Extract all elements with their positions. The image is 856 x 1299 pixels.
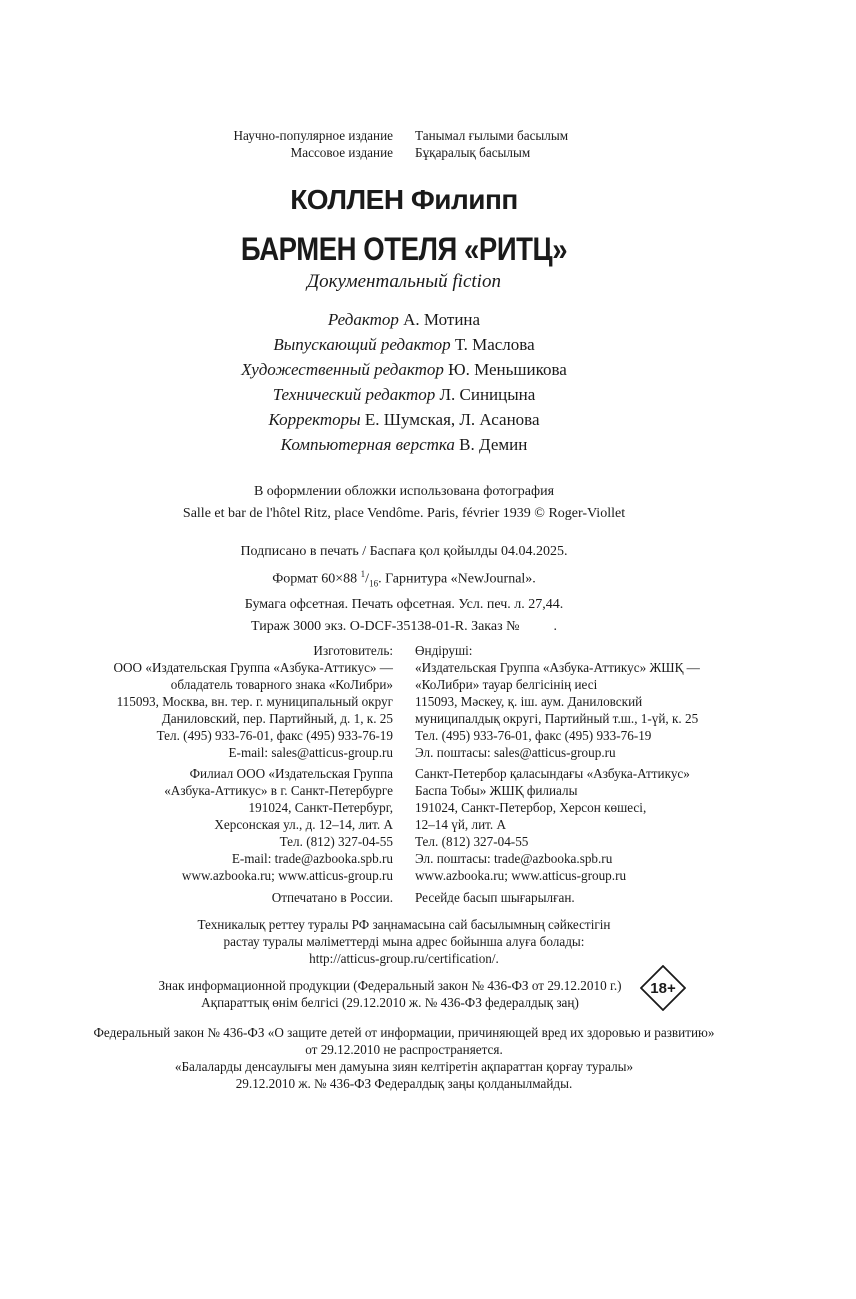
law-note-line: от 29.12.2010 не распространяется. [305,1042,503,1057]
edition-type-kz-2: Бұқаралық басылым [415,145,531,160]
producer-kz-line: «Издательская Группа «Азбука-Аттикус» ЖШҚ — [415,660,700,675]
cover-note-line: Salle et bar de l'hôtel Ritz, place Vendôme. Paris, février 1939 © Roger-Viollet [182,506,626,521]
tech-reg-line: Техникалық реттеу туралы РФ заңнамасына сай басылымның сәйкестігін [197,917,611,932]
producer-kz [415,642,755,761]
credit-line [150,307,658,332]
branch-ru-line: Тел. (812) 327-04-55 [279,834,393,849]
branch-kz-line: Эл. поштасы: trade@azbooka.spb.ru [415,851,613,866]
author: КОЛЛЕН Филипп [290,184,518,215]
producer-kz-line: 115093, Мәскеу, қ. іш. аум. Даниловский [415,694,643,709]
law-note-line: 29.12.2010 ж. № 436-ФЗ Федералдық заңы қолданылмайды. [235,1076,573,1091]
credit-name: Е. Шумская, Л. Асанова [364,410,540,429]
credits-block [150,307,658,457]
branch-kz-line: 12–14 үй, лит. А [415,817,507,832]
producer-kz-line: Эл. поштасы: sales@atticus-group.ru [415,745,616,760]
edition-type-ru-1: Научно-популярное издание [233,128,393,143]
credit-name: В. Демин [459,435,528,454]
law-note-line: Федеральный закон № 436-ФЗ «О защите детей от информации, причиняющей вред их здоровью и развитию» [93,1025,715,1040]
run-line: Тираж 3000 экз. O-DCF-35138-01-R. Заказ № . [251,619,557,635]
credit-name: Т. Маслова [454,335,535,354]
credit-name: Ю. Меньшикова [448,360,567,379]
credit-line [150,407,658,432]
format-suffix: . Гарнитура «NewJournal». [378,571,536,587]
credit-name: Л. Синицына [439,385,536,404]
certification-link[interactable]: http://atticus-group.ru/certification/. [309,951,499,966]
law-note-line: «Балаларды денсаулығы мен дамуына зиян келтiретiн ақпараттан қорғау туралы» [174,1059,634,1074]
branch-ru-line: E-mail: trade@azbooka.spb.ru [231,851,393,866]
paper-line: Бумага офсетная. Печать офсетная. Усл. печ. л. 27,44. [244,597,564,613]
producer-ru-line: 115093, Москва, вн. тер. г. муниципальный округ [116,694,393,709]
producer-ru-line: Изготовитель: [313,643,393,658]
format-slash: / [365,571,370,587]
book-title: БАРМЕН ОТЕЛЯ «РИТЦ» [240,231,568,267]
branch-kz-line: 191024, Санкт-Петербор, Херсон көшесі, [415,800,647,815]
branch-ru-line: Херсонская ул., д. 12–14, лит. А [214,817,393,832]
producer-ru-line: ООО «Издательская Группа «Азбука-Аттикус» — [113,660,393,675]
format-numerator: 1 [360,569,366,579]
producer-ru-line: Даниловский, пер. Партийный, д. 1, к. 25 [161,711,393,726]
credit-name: А. Мотина [403,310,481,329]
branch-ru-line: «Азбука-Аттикус» в г. Санкт-Петербурге [164,783,393,798]
edition-type-kz-1: Танымал ғылыми басылым [415,128,569,143]
credit-line [150,357,658,382]
branch-kz-line: Санкт-Петербор қаласындағы «Азбука-Аттикус» [415,766,690,781]
producer-ru-line: Тел. (495) 933-76-01, факс (495) 933-76-19 [156,728,393,743]
printed-in-russia-kz: Ресейде басып шығарылған. [415,890,575,905]
run-text: Тираж 3000 экз. O-DCF-35138-01-R. Заказ № [251,619,520,635]
cover-note [100,481,708,525]
law-note [28,1024,780,1092]
branch-ru-line: Филиал ООО «Издательская Группа [189,766,393,781]
branch-ru [90,765,393,867]
credit-line [150,432,658,457]
format-line [150,563,658,594]
branch-ru-line: 191024, Санкт-Петербург, [248,800,393,815]
producer-kz-line: «КоЛибри» тауар белгісінің иесі [415,677,598,692]
branch-kz-line: Тел. (812) 327-04-55 [415,834,529,849]
branch-kz-line: Баспа Тобы» ЖШҚ филиалы [415,783,578,798]
signed-to-print: Подписано в печать / Баспаға қол қойылды 04.04.2025. [240,544,568,559]
producer-ru [90,642,393,761]
credit-role: Корректоры [268,410,361,429]
producer-ru-line: обладатель товарного знака «КоЛибри» [170,677,393,692]
credit-role: Компьютерная верстка [280,435,455,454]
book-subtitle: Документальный fiction [307,271,501,292]
branch-kz [415,765,755,867]
print-info [150,541,658,638]
age-rating-label: 18+ [650,979,676,997]
tech-reg-line: растау туралы мәліметтерді мына адрес бойынша алуға болады: [223,934,585,949]
edition-type-ru-2: Массовое издание [290,145,393,160]
age-rating-badge [640,965,686,1011]
producer-kz-line: Өндіруші: [415,643,473,658]
credit-role: Технический редактор [272,385,436,404]
cover-note-line: В оформлении обложки использована фотография [253,484,555,499]
credit-line [150,332,658,357]
tech-regulation [100,916,708,967]
format-denominator: 16 [369,578,379,589]
websites-kz: www.azbooka.ru; www.atticus-group.ru [415,868,627,883]
producer-kz-line: муниципалдық округі, Партийный т.ш., 1-үй, к. 25 [415,711,699,726]
websites-ru: www.azbooka.ru; www.atticus-group.ru [181,868,393,883]
credit-line [150,382,658,407]
producer-ru-line: E-mail: sales@atticus-group.ru [228,745,393,760]
credit-role: Выпускающий редактор [273,335,451,354]
format-prefix: Формат 60×88 [272,571,361,587]
age-sign-text [140,977,640,1011]
producer-kz-line: Тел. (495) 933-76-01, факс (495) 933-76-19 [415,728,652,743]
credit-role: Художественный редактор [241,360,444,379]
credit-role: Редактор [327,310,399,329]
age-sign-line: Знак информационной продукции (Федеральный закон № 436-ФЗ от 29.12.2010 г.) [158,978,622,993]
age-sign-line: Ақпараттық өнім белгісі (29.12.2010 ж. № 436-ФЗ федералдық заң) [201,995,579,1010]
printed-in-russia-ru: Отпечатано в России. [271,890,393,905]
